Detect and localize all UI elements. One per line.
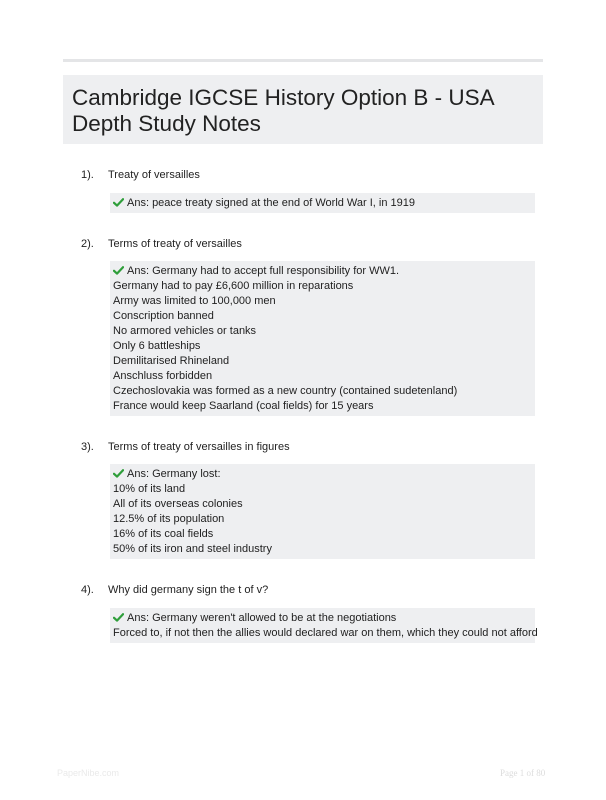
question-text: Treaty of versailles (108, 169, 200, 181)
answer-line: All of its overseas colonies (113, 498, 243, 510)
answer-line (113, 611, 531, 626)
top-divider (63, 59, 543, 62)
check-icon (113, 198, 124, 207)
answer-line: 12.5% of its population (113, 513, 225, 525)
answer-box (110, 261, 535, 416)
answer-line: Czechoslovakia was formed as a new country (contained sudetenland) (113, 385, 458, 397)
answer-line: Anschluss forbidden (113, 370, 213, 382)
answer-line: Only 6 battleships (113, 340, 201, 352)
question-number: 1). (81, 169, 94, 181)
answer-box (110, 608, 538, 643)
answer-line: No armored vehicles or tanks (113, 325, 257, 337)
check-icon (113, 266, 124, 275)
answer-box (110, 193, 535, 213)
check-icon (113, 613, 124, 622)
answer-line: 10% of its land (113, 483, 186, 495)
question-number: 4). (81, 584, 94, 596)
answer-line: 50% of its iron and steel industry (113, 543, 272, 555)
answer-text: Ans: Germany had to accept full responsibility for WW1. (127, 265, 400, 277)
question-text: Terms of treaty of versailles in figures (108, 441, 290, 453)
answer-line (113, 467, 531, 482)
answer-line: France would keep Saarland (coal fields) for 15 years (113, 400, 374, 412)
answer-line: Conscription banned (113, 310, 214, 322)
question-number: 3). (81, 441, 94, 453)
answer-line: Forced to, if not then the allies would declared war on them, which they could not afford (113, 627, 538, 639)
footer-watermark: PaperNibe.com (57, 768, 120, 778)
answer-text: Ans: Germany lost: (127, 468, 221, 480)
answer-line: 16% of its coal fields (113, 528, 214, 540)
document-title: Cambridge IGCSE History Option B - USA Depth Study Notes (72, 85, 494, 136)
check-icon (113, 469, 124, 478)
answer-line (113, 264, 531, 279)
page-number: Page 1 of 80 (500, 768, 546, 778)
question-number: 2). (81, 238, 94, 250)
title-banner (63, 75, 543, 144)
answer-text: Ans: Germany weren't allowed to be at the negotiations (127, 612, 397, 624)
answer-line: Germany had to pay £6,600 million in reparations (113, 280, 354, 292)
answer-line: Army was limited to 100,000 men (113, 295, 276, 307)
answer-box (110, 464, 535, 559)
answer-text: Ans: peace treaty signed at the end of World War I, in 1919 (127, 197, 415, 209)
answer-line: Demilitarised Rhineland (113, 355, 230, 367)
question-text: Terms of treaty of versailles (108, 238, 242, 250)
question-text: Why did germany sign the t of v? (108, 584, 269, 596)
answer-line (113, 196, 531, 211)
